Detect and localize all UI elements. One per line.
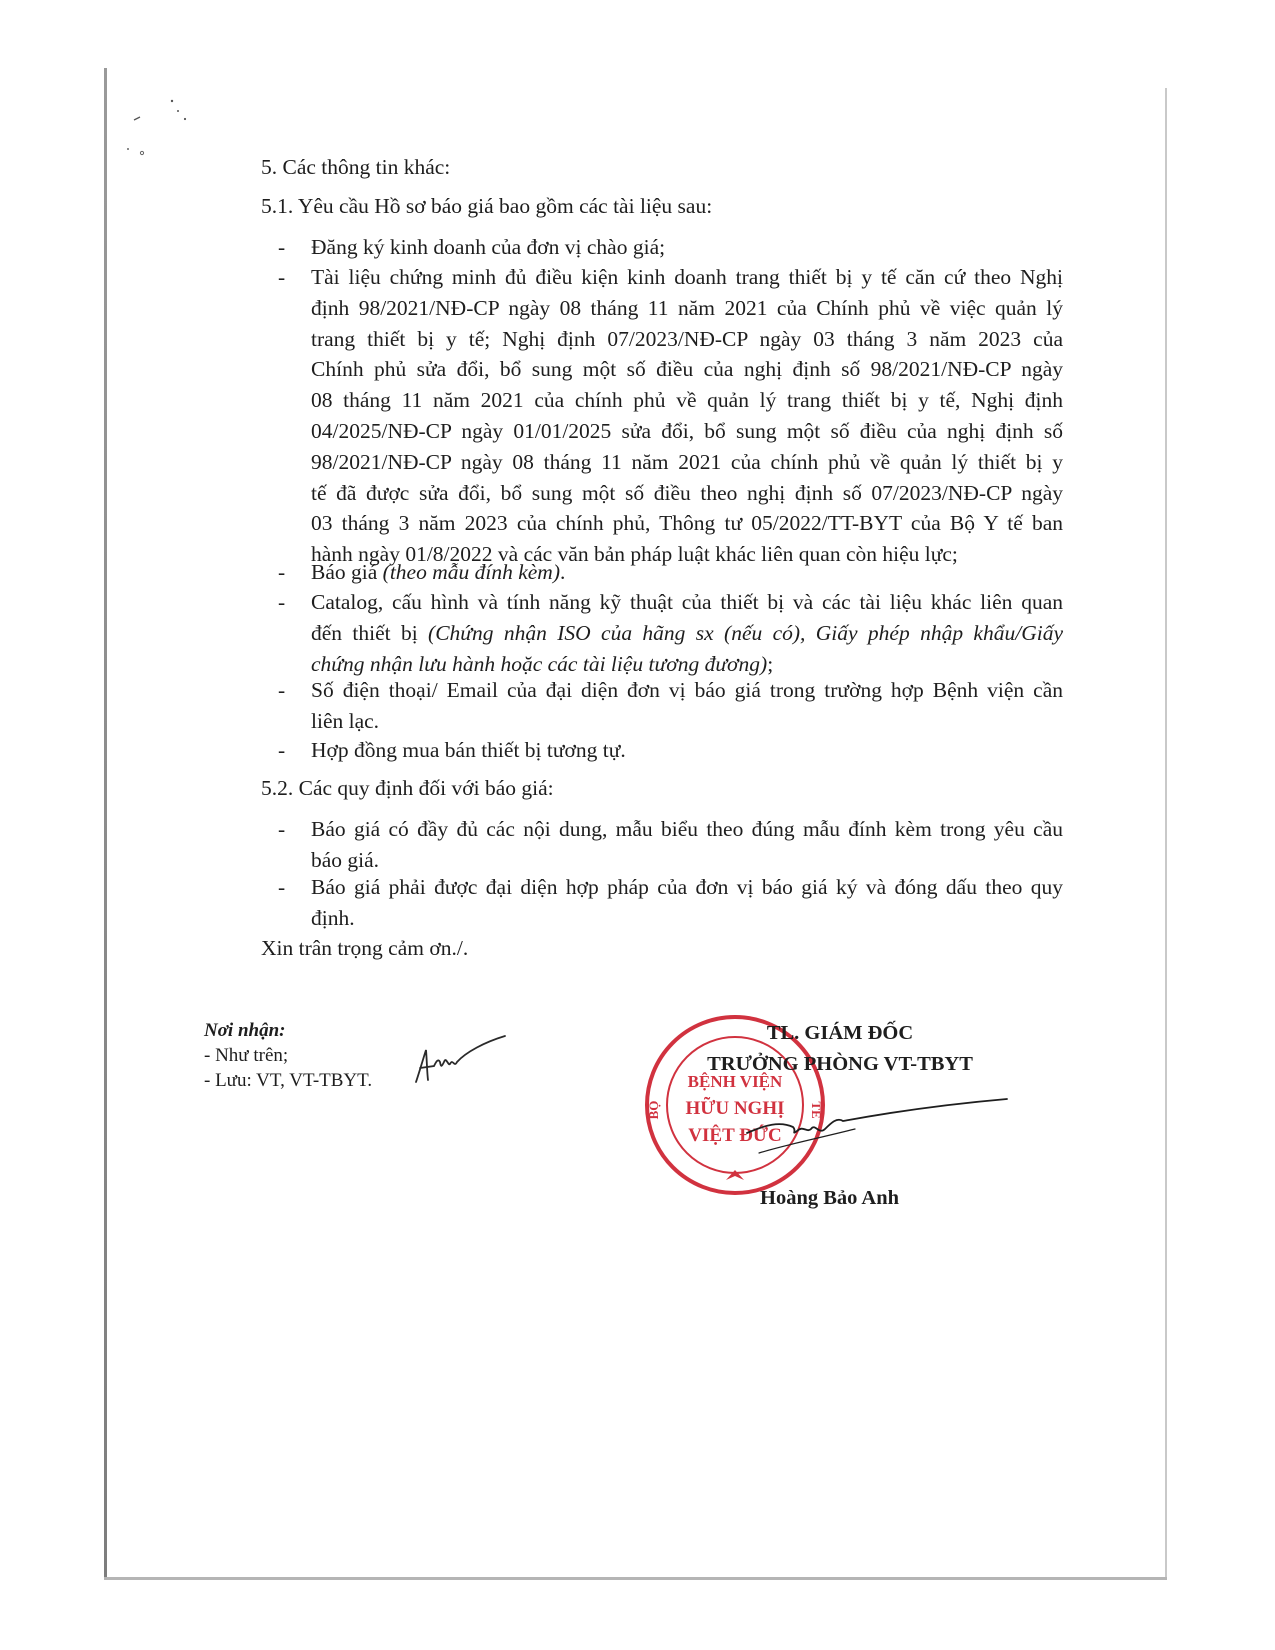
scan-edge-left xyxy=(104,68,107,1578)
list-item: Đăng ký kinh doanh của đơn vị chào giá; xyxy=(311,235,666,259)
bullet-dash: - xyxy=(278,738,286,762)
recipient-item: - Như trên; xyxy=(204,1045,289,1066)
signer-name: Hoàng Bảo Anh xyxy=(760,1187,899,1209)
list-item: Số điện thoại/ Email của đại diện đơn vị báo giá trong trường hợp Bệnh viện cần liên lạc. xyxy=(311,678,1063,733)
bullet-dash: - xyxy=(278,265,286,289)
section-5-heading: 5. Các thông tin khác: xyxy=(261,155,451,179)
bullet-dash: - xyxy=(278,817,286,841)
stamp-ring-text: TẾ xyxy=(809,1101,824,1119)
bullet-dash: - xyxy=(278,875,286,899)
list-item: Báo giá có đầy đủ các nội dung, mẫu biểu theo đúng mẫu đính kèm trong yêu cầu báo giá. xyxy=(311,817,1063,872)
closing-text: Xin trân trọng cảm ơn./. xyxy=(261,936,469,960)
section-5-2-heading: 5.2. Các quy định đối với báo giá: xyxy=(261,776,554,800)
handwritten-signature xyxy=(745,1095,1010,1155)
stamp-ring-text: BỘ xyxy=(646,1100,661,1120)
bullet-dash: - xyxy=(278,560,286,584)
bullet-dash: - xyxy=(278,678,286,702)
list-item: Catalog, cấu hình và tính năng kỹ thuật của thiết bị và các tài liệu khác liên quan đến thiết bị (Chứng nhận ISO của hãng sx (nếu có), Giấy phép nhập khẩu/Giấy chứng nhận lưu hành hoặc các tài liệu tương đương); xyxy=(311,590,1063,676)
recipients-block xyxy=(204,1018,372,1093)
recipient-item: - Lưu: VT, VT-TBYT. xyxy=(204,1070,373,1091)
recipients-title: Nơi nhận: xyxy=(204,1020,286,1041)
stamp-text: VIỆT ĐỨC xyxy=(688,1125,782,1146)
stamp-text: BỆNH VIỆN xyxy=(687,1072,783,1091)
signature-title-1: TL. GIÁM ĐỐC xyxy=(766,1022,914,1044)
signature-title-2: TRƯỞNG PHÒNG VT-TBYT xyxy=(707,1053,973,1075)
bullet-dash: - xyxy=(278,235,286,259)
scan-edge-right xyxy=(1165,88,1167,1578)
bullet-dash: - xyxy=(278,590,286,614)
list-item: Báo giá phải được đại diện hợp pháp của đơn vị báo giá ký và đóng dấu theo quy định. xyxy=(311,875,1063,930)
scan-specks xyxy=(120,95,210,175)
initials-signature xyxy=(410,1032,510,1090)
scan-edge-bottom xyxy=(104,1577,1167,1580)
list-item: Hợp đồng mua bán thiết bị tương tự. xyxy=(311,738,626,762)
section-5-1-heading: 5.1. Yêu cầu Hồ sơ báo giá bao gồm các tài liệu sau: xyxy=(261,194,713,218)
list-item: Tài liệu chứng minh đủ điều kiện kinh doanh trang thiết bị y tế căn cứ theo Nghị định 98/2021/NĐ-CP ngày 08 tháng 11 năm 2021 của Chính phủ về việc quản lý trang thiết bị y tế; Nghị định 07/2023/NĐ-CP ngày 03 tháng 3 năm 2023 của Chính phủ sửa đổi, bổ sung một số điều của nghị định số 98/2021/NĐ-CP ngày 08 tháng 11 năm 2021 của chính phủ về quản lý trang thiết bị y tế, Nghị định 04/2025/NĐ-CP ngày 01/01/2025 sửa đổi, bổ sung một số điều của nghị định số 98/2021/NĐ-CP ngày 08 tháng 11 năm 2021 của chính phủ về quản lý thiết bị y tế đã được sửa đổi, bổ sung một số điều theo nghị định số 07/2023/NĐ-CP ngày 03 tháng 3 năm 2023 của chính phủ, Thông tư 05/2022/TT-BYT của Bộ Y tế ban hành ngày 01/8/2022 và các văn bản pháp luật khác liên quan còn hiệu lực; xyxy=(311,265,1063,567)
signature-block xyxy=(660,1018,1020,1080)
list-item: Báo giá (theo mẫu đính kèm). xyxy=(311,560,566,584)
stamp-text: HỮU NGHỊ xyxy=(685,1098,785,1119)
